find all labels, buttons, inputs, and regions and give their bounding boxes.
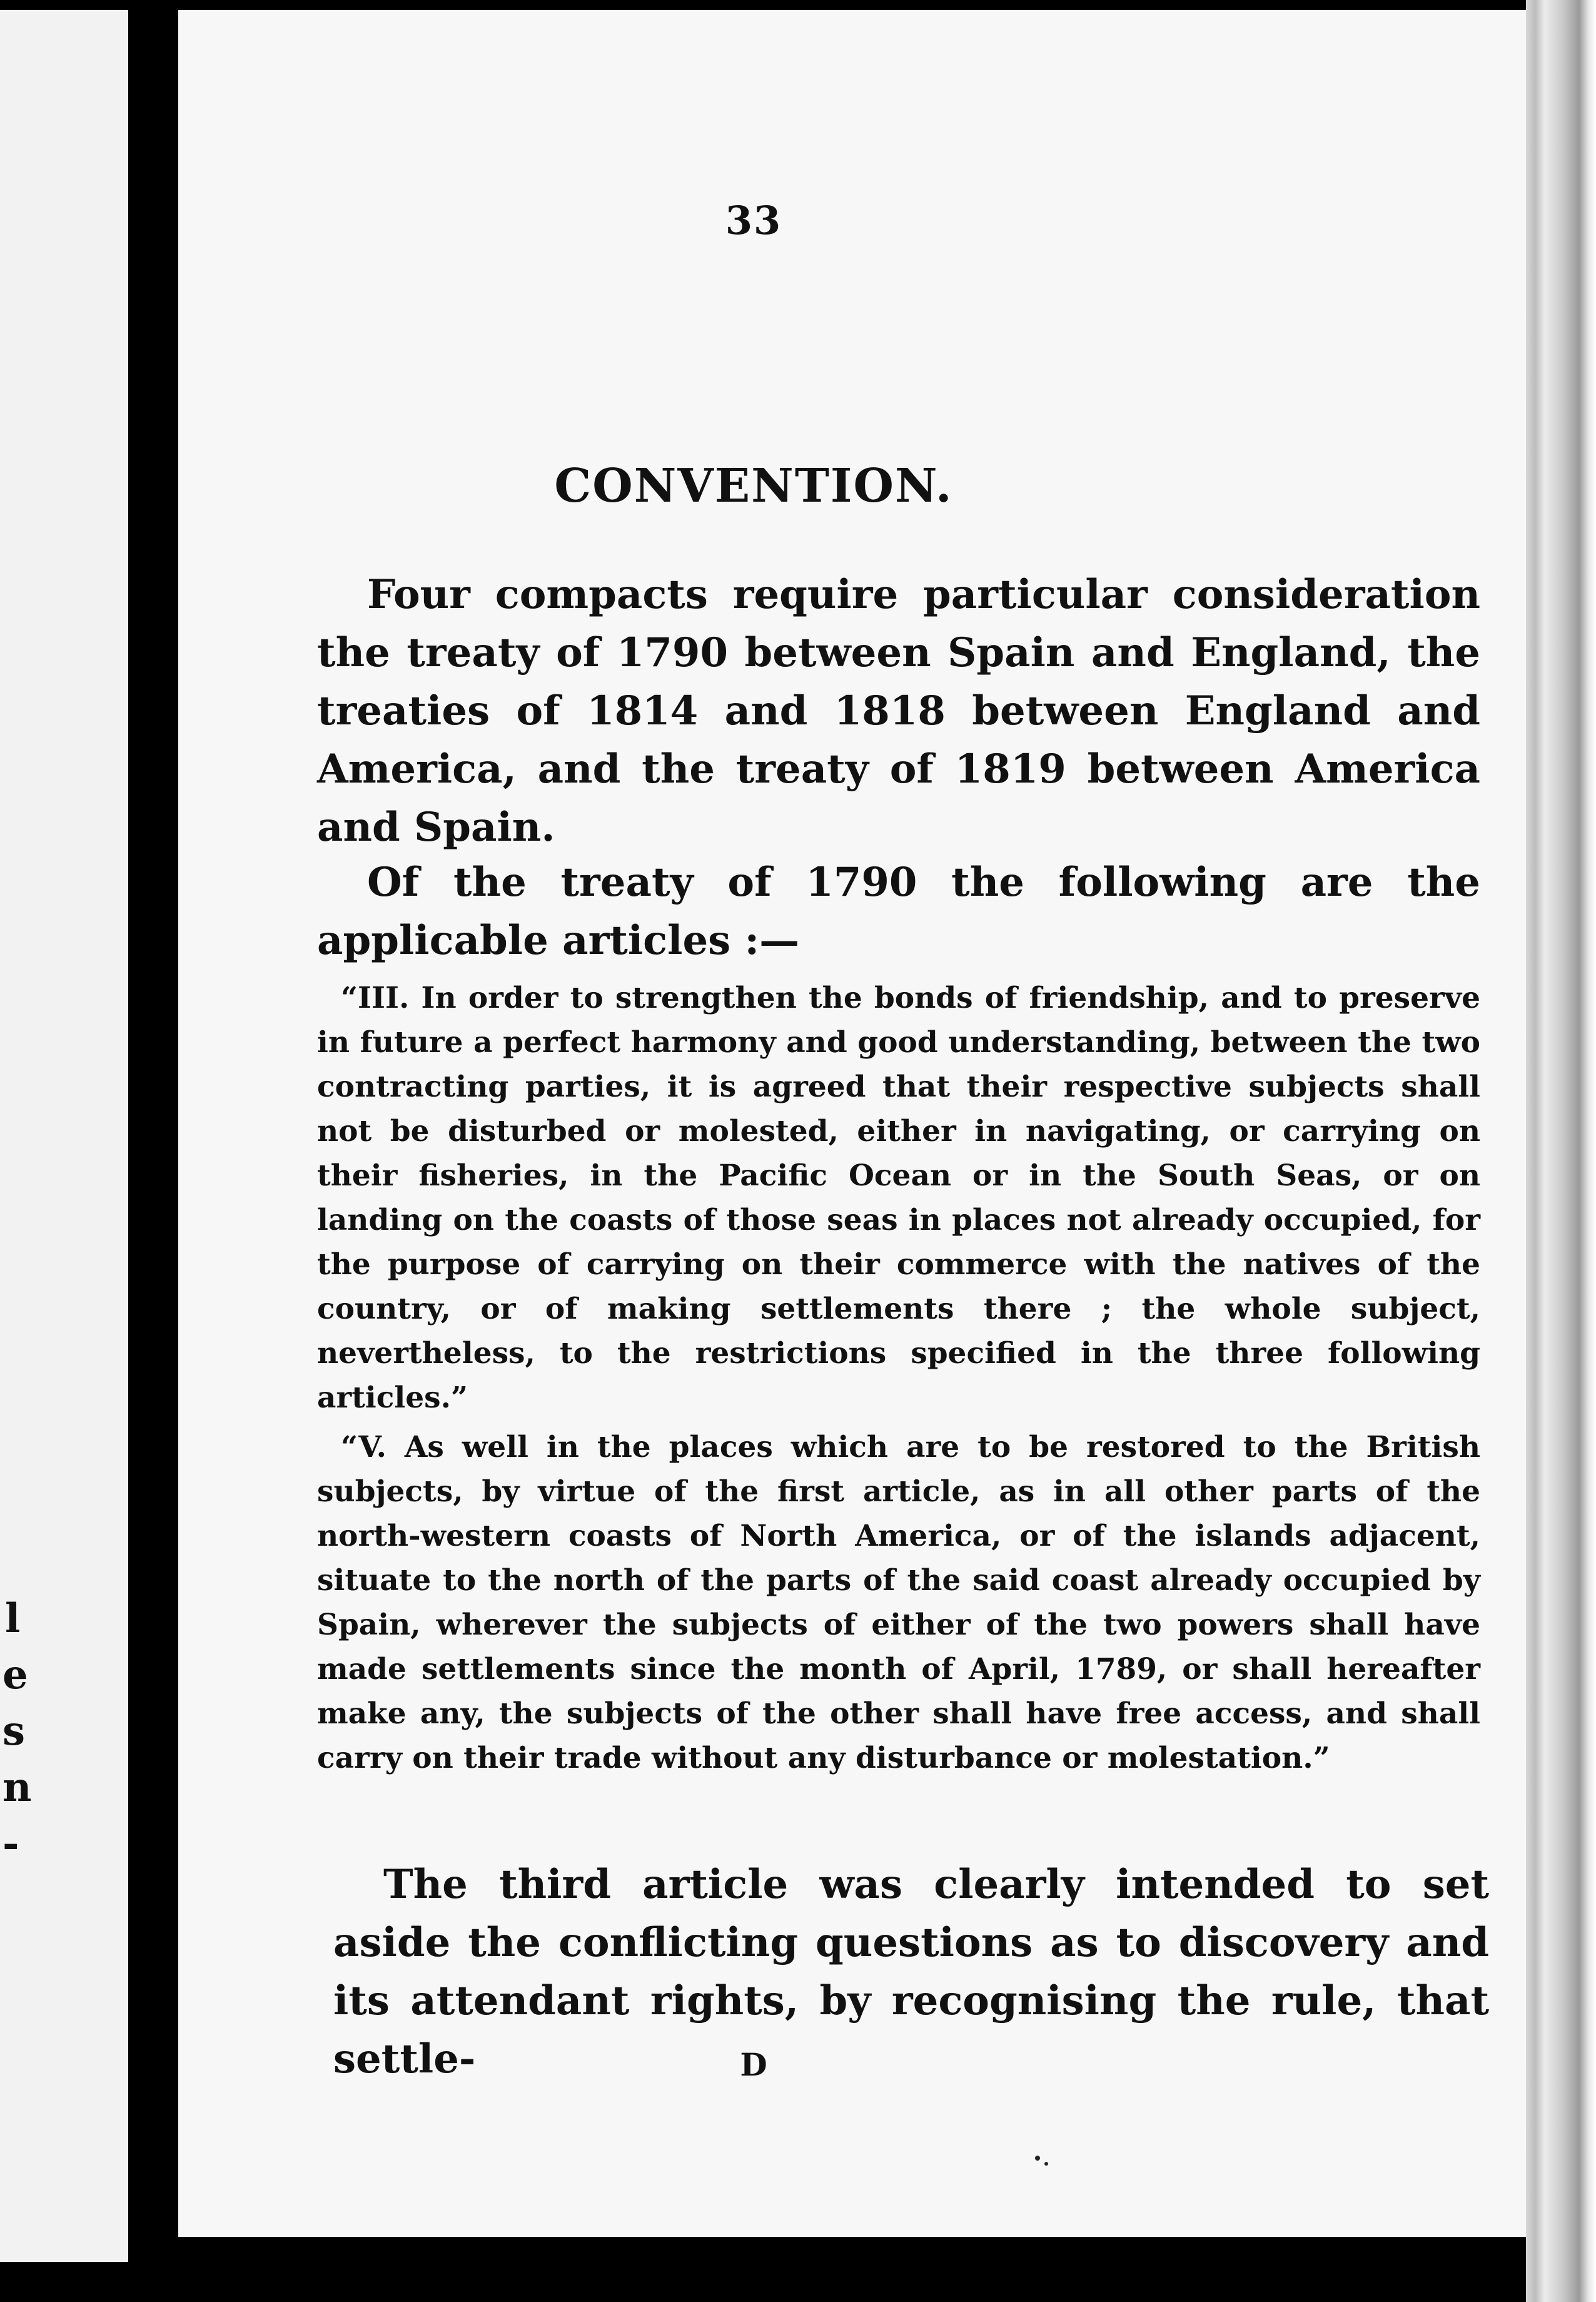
book-gutter — [128, 0, 178, 2302]
print-speck — [1035, 2156, 1040, 2161]
facing-page-fragment: n — [3, 1764, 32, 1811]
facing-page — [0, 10, 128, 2262]
paragraph-text: The third article was clearly intended to set aside the conflicting questions as to discovery and its attendant rights, by recognising the rule, that settle- — [333, 1861, 1489, 2082]
section-heading: CONVENTION. — [554, 459, 953, 513]
body-paragraph — [317, 853, 1480, 970]
facing-page-fragment: l — [5, 1595, 21, 1642]
paragraph-text: Four compacts require particular consideration the treaty of 1790 between Spain and England, the treaties of 1814 and 1818 between England and America, and the treaty of 1819 between America and Spain. — [317, 571, 1480, 851]
facing-page-fragment: s — [3, 1708, 26, 1755]
print-speck — [1044, 2162, 1048, 2166]
quoted-article — [317, 976, 1480, 1420]
quote-text: “III. In order to strengthen the bonds of friendship, and to preserve in future a perfect harmony and good understanding, between the two contracting parties, it is agreed that their respective subjects shall not be disturbed or molested, either in navigating, or carrying on their fisheries, in the Pacific Ocean or in the South Seas, or on landing on the coasts of those seas in places not already occupied, for the purpose of carrying on their commerce with the natives of the country, or of making settlements there ; the whole subject, nevertheless, to the restrictions specified in the three following articles.” — [317, 981, 1480, 1415]
page-number: 33 — [725, 198, 782, 243]
paragraph-text: Of the treaty of 1790 the following are the applicable articles :— — [317, 859, 1480, 964]
facing-page-fragment: e — [3, 1651, 28, 1698]
document-page — [178, 10, 1526, 2237]
facing-page-fragment: - — [3, 1820, 19, 1867]
quote-text: “V. As well in the places which are to be restored to the British subjects, by virtue of the first article, as in all other parts of the north-western coasts of North America, or of the islands adjacent, situate to the north of the parts of the said coast already occupied by Spain, wherever the subjects of either of the two powers shall have made settlements since the month of April, 1789, or shall hereafter make any, the subjects of the other shall have free access, and shall carry on their trade without any disturbance or molestation.” — [317, 1430, 1480, 1775]
page-edge — [1526, 0, 1596, 2302]
body-paragraph — [317, 565, 1480, 856]
quoted-article — [317, 1425, 1480, 1780]
signature-mark: D — [740, 2046, 767, 2083]
